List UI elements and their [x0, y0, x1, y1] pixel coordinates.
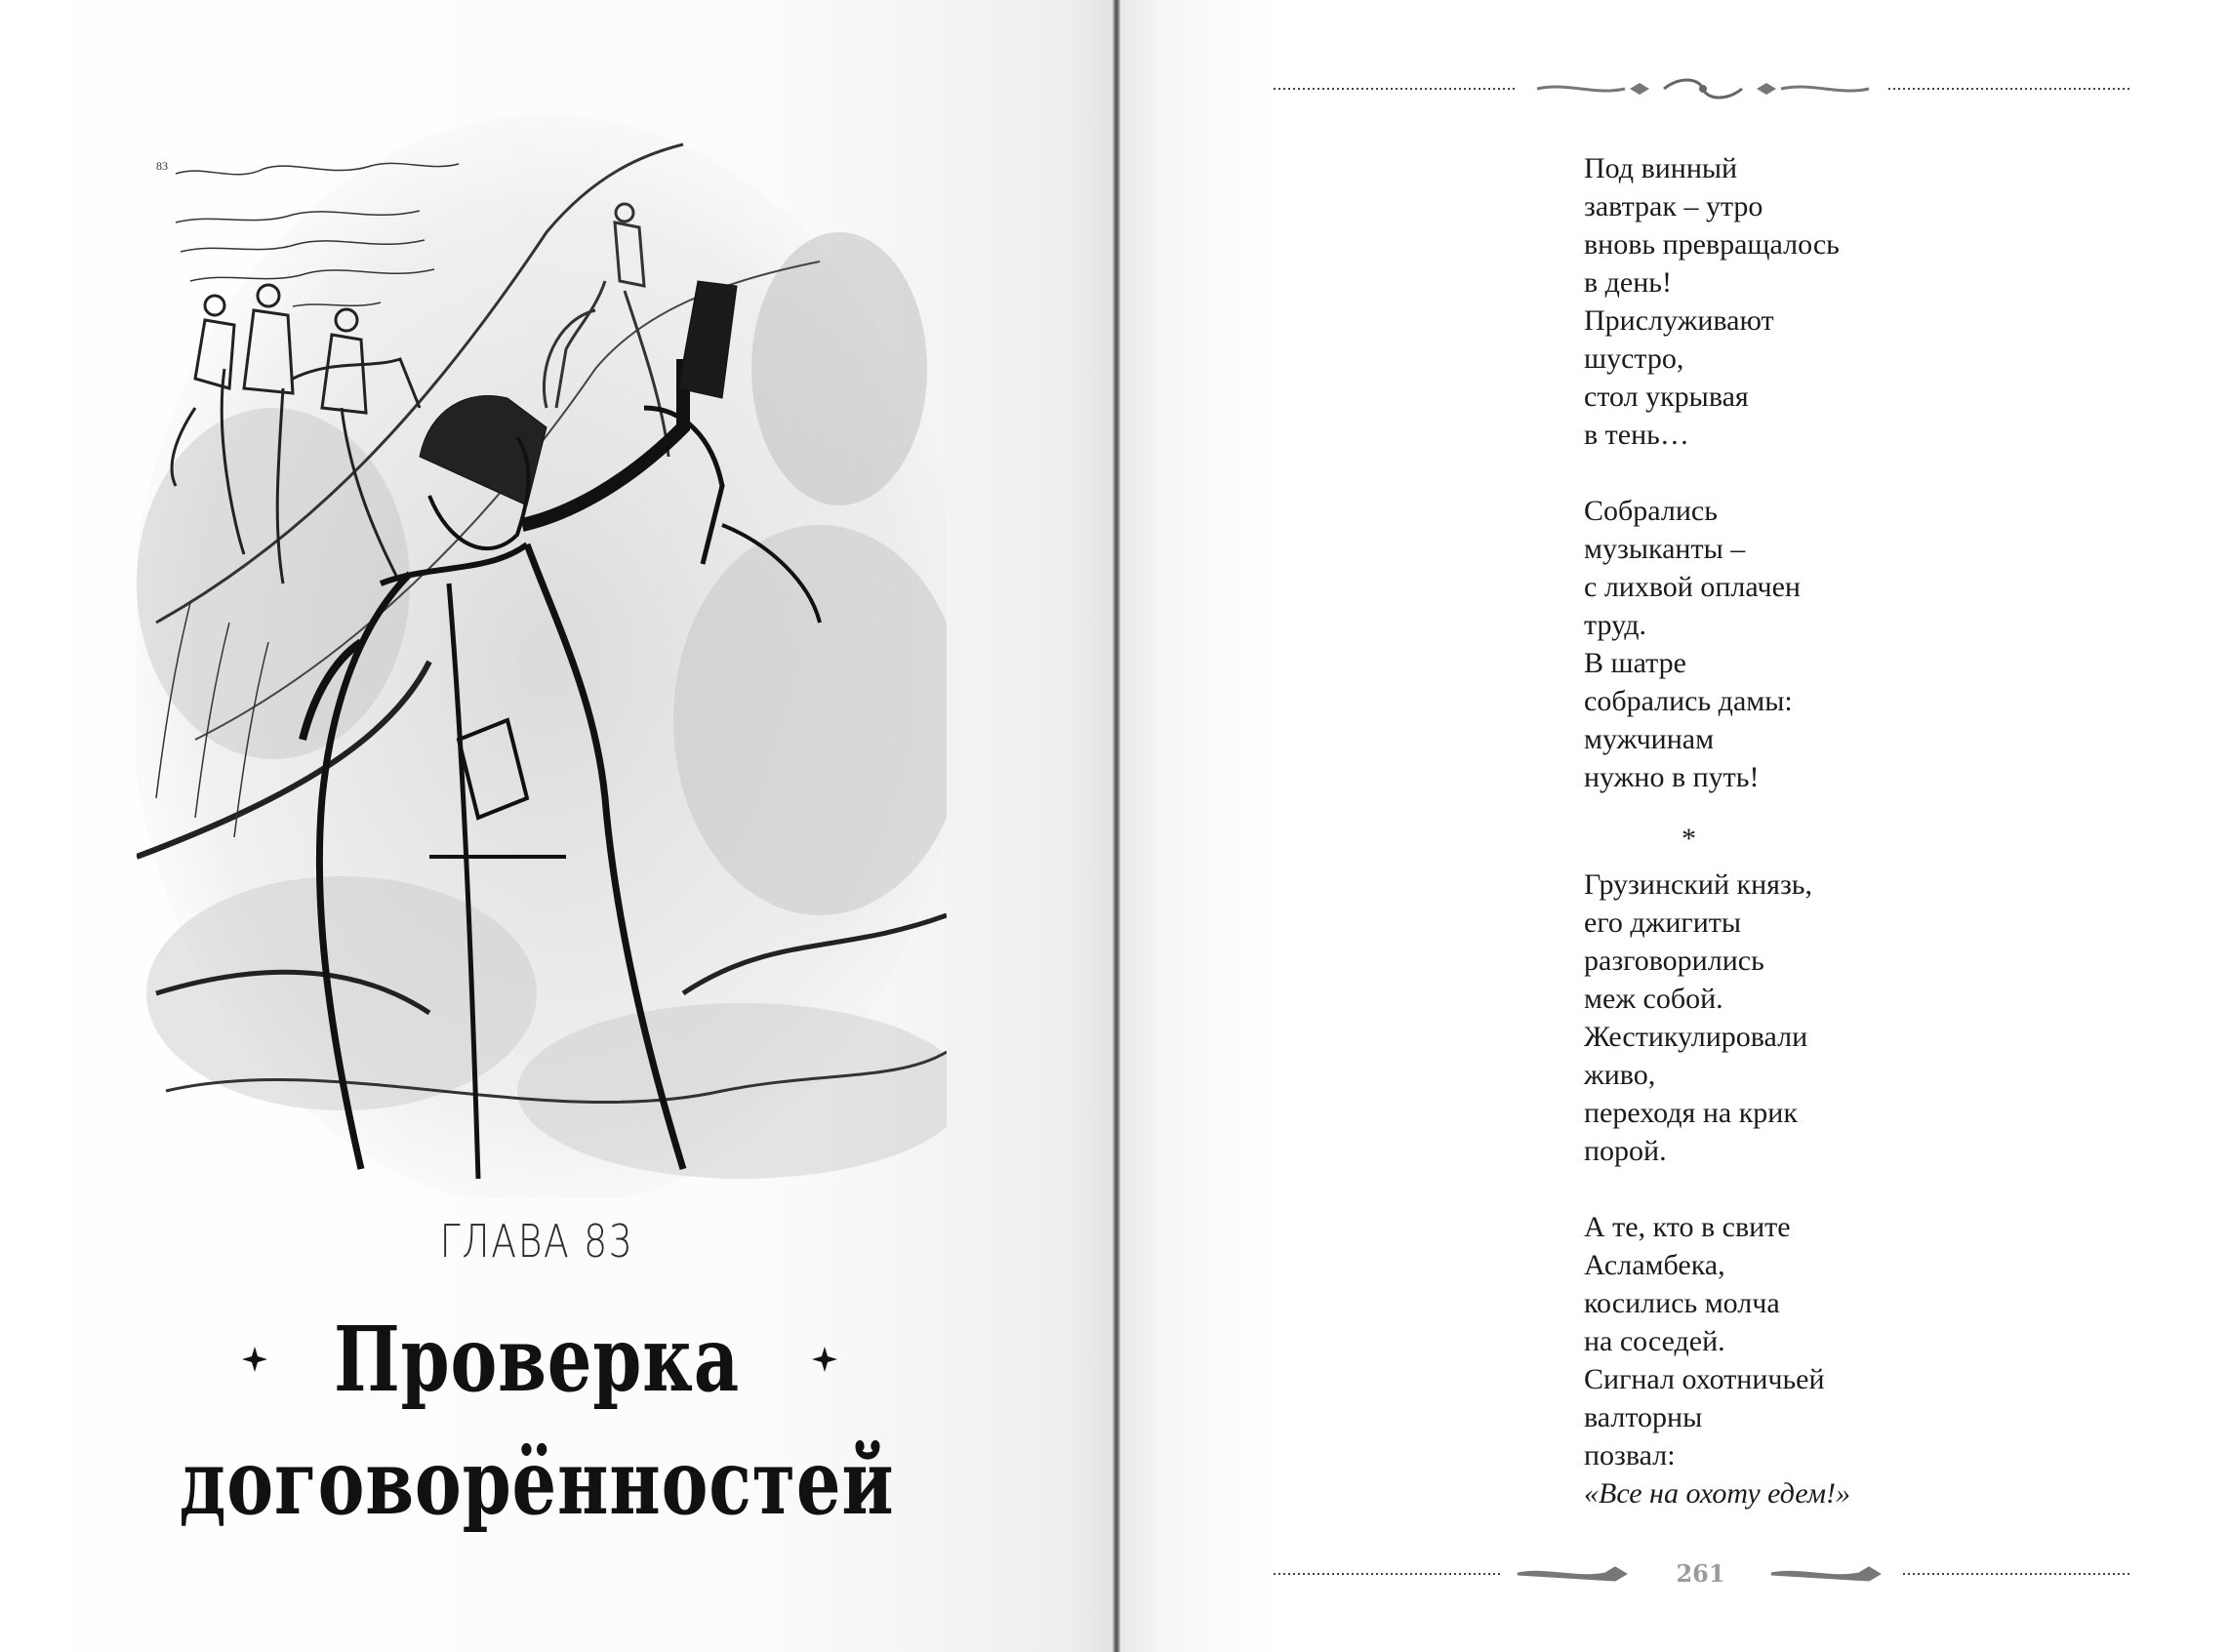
chapter-label: ГЛАВА 83 — [439, 1215, 634, 1268]
poem-line: Жестикулировали — [1584, 1021, 1808, 1053]
poem-line: косились молча — [1584, 1287, 1780, 1319]
stanza-1 — [1584, 149, 2072, 454]
header-ornament-icon — [1274, 74, 2132, 103]
stanza-2 — [1584, 492, 2072, 796]
poem-line: порой. — [1584, 1135, 1667, 1167]
poem-line: меж собой. — [1584, 983, 1723, 1015]
poem-line-italic: «Все на охоту едем!» — [1584, 1477, 1850, 1510]
sketch-illustration — [137, 115, 947, 1198]
stanza-3 — [1584, 866, 2072, 1170]
poem-line: в день! — [1584, 266, 1672, 299]
poem-line: валторны — [1584, 1401, 1703, 1433]
stanza-4 — [1584, 1208, 2072, 1512]
poem-line: собрались дамы: — [1584, 685, 1793, 717]
poem-line: мужчинам — [1584, 723, 1715, 755]
poem-line: Прислуживают — [1584, 304, 1774, 337]
poem-line: Грузинский князь, — [1584, 868, 1812, 901]
poem-line: Собрались — [1584, 495, 1718, 527]
poem-line: Сигнал охотничьей — [1584, 1363, 1825, 1395]
poem-line: завтрак – утро — [1584, 190, 1763, 222]
chapter-title-line-2: договорённостей — [179, 1430, 895, 1535]
poem-line: Асламбека, — [1584, 1249, 1725, 1281]
poem-line: переходя на крик — [1584, 1097, 1798, 1129]
poem-line: А те, кто в свите — [1584, 1211, 1791, 1243]
poem-line: на соседей. — [1584, 1325, 1725, 1357]
poem-line: стол укрывая — [1584, 381, 1749, 413]
book-spine — [1113, 0, 1120, 1652]
poem-line: с лихвой оплачен — [1584, 571, 1801, 603]
chapter-title — [118, 1298, 955, 1544]
poem-text — [1584, 149, 2072, 1512]
poem-line: В шатре — [1584, 647, 1686, 679]
poem-line: труд. — [1584, 609, 1646, 641]
poem-line: нужно в путь! — [1584, 761, 1760, 793]
page-number: 261 — [1676, 1559, 1725, 1588]
poem-line: шустро, — [1584, 342, 1684, 375]
poem-line: разговорились — [1584, 945, 1764, 977]
poem-line: Под винный — [1584, 152, 1738, 184]
poem-line: его джигиты — [1584, 907, 1742, 939]
poem-line: живо, — [1584, 1059, 1656, 1091]
margin-note-number: 83 — [156, 159, 168, 173]
stanza-separator: * — [1682, 823, 1696, 855]
poem-line: позвал: — [1584, 1439, 1676, 1471]
chapter-title-line-1: Проверка — [333, 1307, 741, 1412]
poem-line: вновь превращалось — [1584, 228, 1840, 261]
poem-line: музыканты – — [1584, 533, 1746, 565]
left-page — [0, 0, 1113, 1652]
poem-line: в тень… — [1584, 419, 1689, 451]
